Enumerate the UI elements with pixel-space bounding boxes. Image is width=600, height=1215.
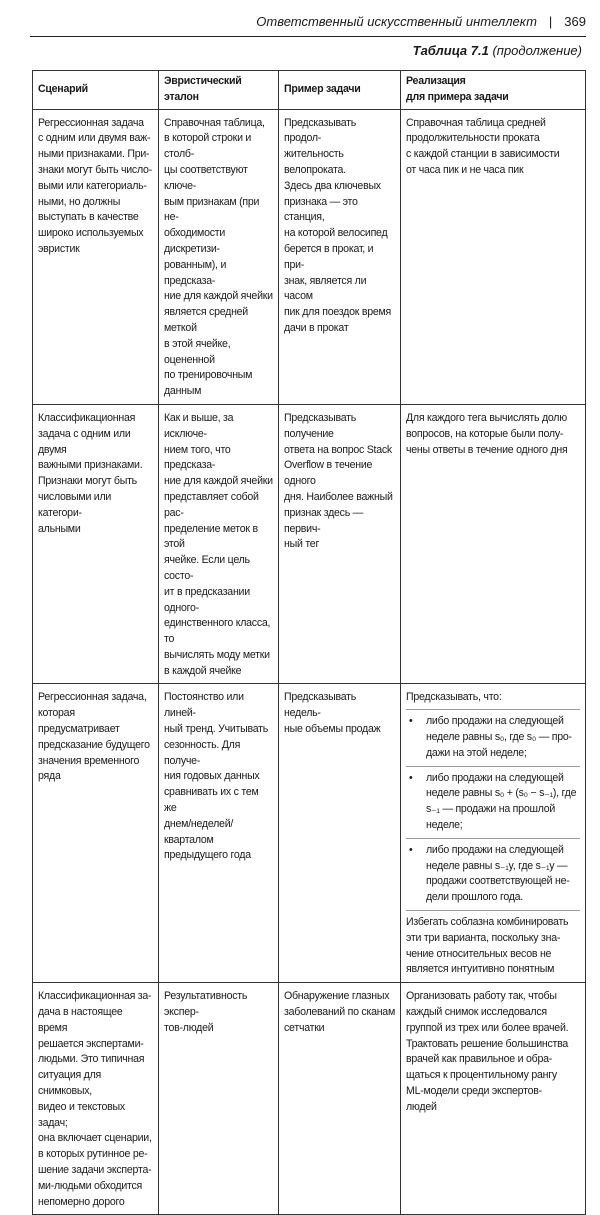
column-header-implementation: Реализация для примера задачи (401, 71, 586, 110)
implementation-intro: Предсказывать, что: (406, 691, 502, 704)
bullet-item: • либо продажи на следующей неделе равны s₋₁y, где s₋₁y — продажи соответствующей не- дели прошлого года. (406, 838, 580, 911)
table-row (33, 404, 586, 684)
cell-heuristic: Постоянство или линей- ный тренд. Учитывать сезонность. Для получе- ния годовых данных сравнивать их с тем же днем/неделей/кварталом предыдущего года (159, 684, 279, 983)
bullet-item: • либо продажи на следующей неделе равны s₀, где s₀ — про- дажи на этой неделе; (406, 709, 580, 766)
column-header-scenario: Сценарий (33, 71, 159, 110)
cell-heuristic: Результативность экспер- тов-людей (159, 983, 279, 1215)
cell-implementation: Справочная таблица средней продолжительности проката с каждой станции в зависимости от часа пик и не часа пик (401, 109, 586, 404)
table-caption (413, 43, 582, 58)
cell-scenario: Регрессионная задача, которая предусматривает предсказание будущего значения временного ряда (33, 684, 159, 983)
column-header-example: Пример задачи (279, 71, 401, 110)
table-label: Таблица 7.1 (412, 43, 489, 58)
cell-scenario: Регрессионная задача с одним или двумя важ- ными признаками. При- знаки могут быть число- выми или категориаль- ными, но должны выступать в качестве широко используемых эвристик (33, 109, 159, 404)
running-header (30, 14, 586, 37)
page-number: 369 (564, 14, 586, 29)
table-header-row (33, 71, 586, 110)
cell-implementation (401, 684, 586, 983)
bullet-item: • либо продажи на следующей неделе равны s₀ + (s₀ − s₋₁), где s₋₁ — продажи на прошлой неделе; (406, 766, 580, 839)
cell-example: Предсказывать продол- жительность велопроката. Здесь два ключевых признака — это станция, на которой велосипед берется в прокат, и при- знак, является ли часом пик для поездок время дачи в прокат (279, 109, 401, 404)
running-title: Ответственный искусственный интеллект (256, 14, 537, 29)
cell-heuristic: Справочная таблица, в которой строки и столб- цы соответствуют ключе- вым признакам (при не- обходимости дискретизи- рованным), и предсказа- ние для каждой ячейки является средней меткой в этой ячейке, оцененной по тренировочным данным (159, 109, 279, 404)
cell-scenario: Классификационная за- дача в настоящее время решается экспертами- людьми. Это типичная ситуация для снимковых, видео и текстовых задач; она включает сценарии, в которых рутинное ре- шение задачи эксперта- ми-людьми обходится непомерно дорого (33, 983, 159, 1215)
cell-heuristic: Как и выше, за исключе- нием того, что предсказа- ние для каждой ячейки представляет собой рас- пределение меток в этой ячейке. Если цель состо- ит в предсказании одного- единственного класса, то вычислять моду метки в каждой ячейке (159, 404, 279, 684)
cell-example: Обнаружение глазных заболеваний по сканам сетчатки (279, 983, 401, 1215)
table-caption-note: (продолжение) (492, 43, 582, 58)
cell-example: Предсказывать получение ответа на вопрос Stack Overflow в течение одного дня. Наиболее важный признак здесь — первич- ный тег (279, 404, 401, 684)
table-row (33, 684, 586, 983)
cell-implementation: Для каждого тега вычислять долю вопросов, на которые были полу- чены ответы в течение одного дня (401, 404, 586, 684)
implementation-outro: Избегать соблазна комбинировать эти три варианта, поскольку зна- чение относительных весов не является интуитивно понятным (406, 916, 569, 976)
implementation-bullet-list (406, 709, 580, 911)
cell-example: Предсказывать недель- ные объемы продаж (279, 684, 401, 983)
header-separator: | (548, 14, 553, 29)
cell-scenario: Классификационная задача с одним или двумя важными признаками. Признаки могут быть числовыми или категори- альными (33, 404, 159, 684)
table-row (33, 983, 586, 1215)
heuristics-table (32, 70, 586, 1215)
table-row (33, 109, 586, 404)
cell-implementation: Организовать работу так, чтобы каждый снимок исследовался группой из трех или более врачей. Трактовать решение большинства врачей как правильное и обра- щаться к процентильному рангу ML-модели среди экспертов- людей (401, 983, 586, 1215)
column-header-heuristic: Эвристический эталон (159, 71, 279, 110)
